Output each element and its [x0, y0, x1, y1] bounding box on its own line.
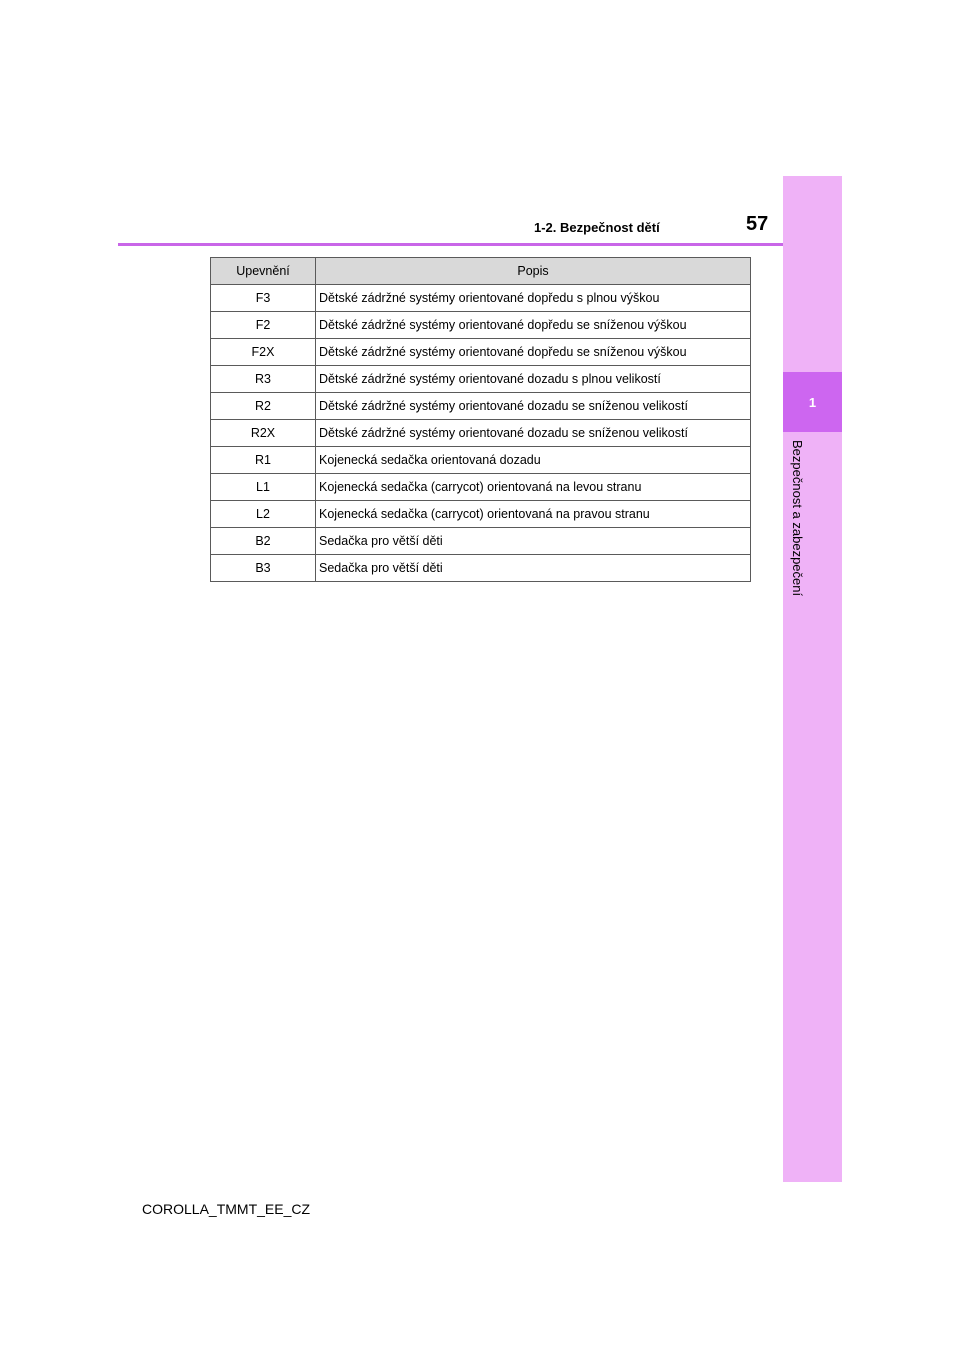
- header-divider: [118, 243, 783, 246]
- table-header-row: [211, 258, 751, 285]
- fixation-description: Kojenecká sedačka (carrycot) orientovaná na levou stranu: [316, 474, 751, 501]
- chapter-title: Bezpečnost a zabezpečení: [790, 440, 805, 597]
- fixation-description: Sedačka pro větší děti: [316, 528, 751, 555]
- document-code: COROLLA_TMMT_EE_CZ: [142, 1201, 311, 1217]
- fixation-code: F3: [211, 285, 316, 312]
- table-row: [211, 366, 751, 393]
- fixation-code: B3: [211, 555, 316, 582]
- chapter-number: 1: [808, 394, 817, 410]
- fixation-code: R1: [211, 447, 316, 474]
- section-title: 1-2. Bezpečnost dětí: [534, 220, 660, 235]
- fixation-code: R3: [211, 366, 316, 393]
- fixation-code: F2: [211, 312, 316, 339]
- column-header-description: Popis: [316, 258, 751, 285]
- chapter-side-tab: [783, 176, 842, 1182]
- fixation-description: Dětské zádržné systémy orientované dozadu s plnou velikostí: [316, 366, 751, 393]
- fixation-code: R2: [211, 393, 316, 420]
- fixation-code: F2X: [211, 339, 316, 366]
- fixation-description: Sedačka pro větší děti: [316, 555, 751, 582]
- table-row: [211, 339, 751, 366]
- table-row: [211, 555, 751, 582]
- column-header-fixation: Upevnění: [211, 258, 316, 285]
- fixation-description: Kojenecká sedačka (carrycot) orientovaná na pravou stranu: [316, 501, 751, 528]
- fixation-code: L1: [211, 474, 316, 501]
- table-row: [211, 420, 751, 447]
- fixation-code: L2: [211, 501, 316, 528]
- fixation-description: Dětské zádržné systémy orientované dopředu se sníženou výškou: [316, 339, 751, 366]
- table-row: [211, 393, 751, 420]
- table-row: [211, 285, 751, 312]
- fixation-code: B2: [211, 528, 316, 555]
- fixation-description: Dětské zádržné systémy orientované dozadu se sníženou velikostí: [316, 393, 751, 420]
- fixation-description: Kojenecká sedačka orientovaná dozadu: [316, 447, 751, 474]
- chapter-number-tab: [783, 372, 842, 432]
- fixation-table: [210, 257, 751, 582]
- table-row: [211, 312, 751, 339]
- table-row: [211, 501, 751, 528]
- fixation-description: Dětské zádržné systémy orientované dozadu se sníženou velikostí: [316, 420, 751, 447]
- fixation-code: R2X: [211, 420, 316, 447]
- page-number: 57: [746, 213, 769, 235]
- fixation-description: Dětské zádržné systémy orientované dopředu se sníženou výškou: [316, 312, 751, 339]
- table-row: [211, 474, 751, 501]
- table-row: [211, 528, 751, 555]
- fixation-description: Dětské zádržné systémy orientované dopředu s plnou výškou: [316, 285, 751, 312]
- table-row: [211, 447, 751, 474]
